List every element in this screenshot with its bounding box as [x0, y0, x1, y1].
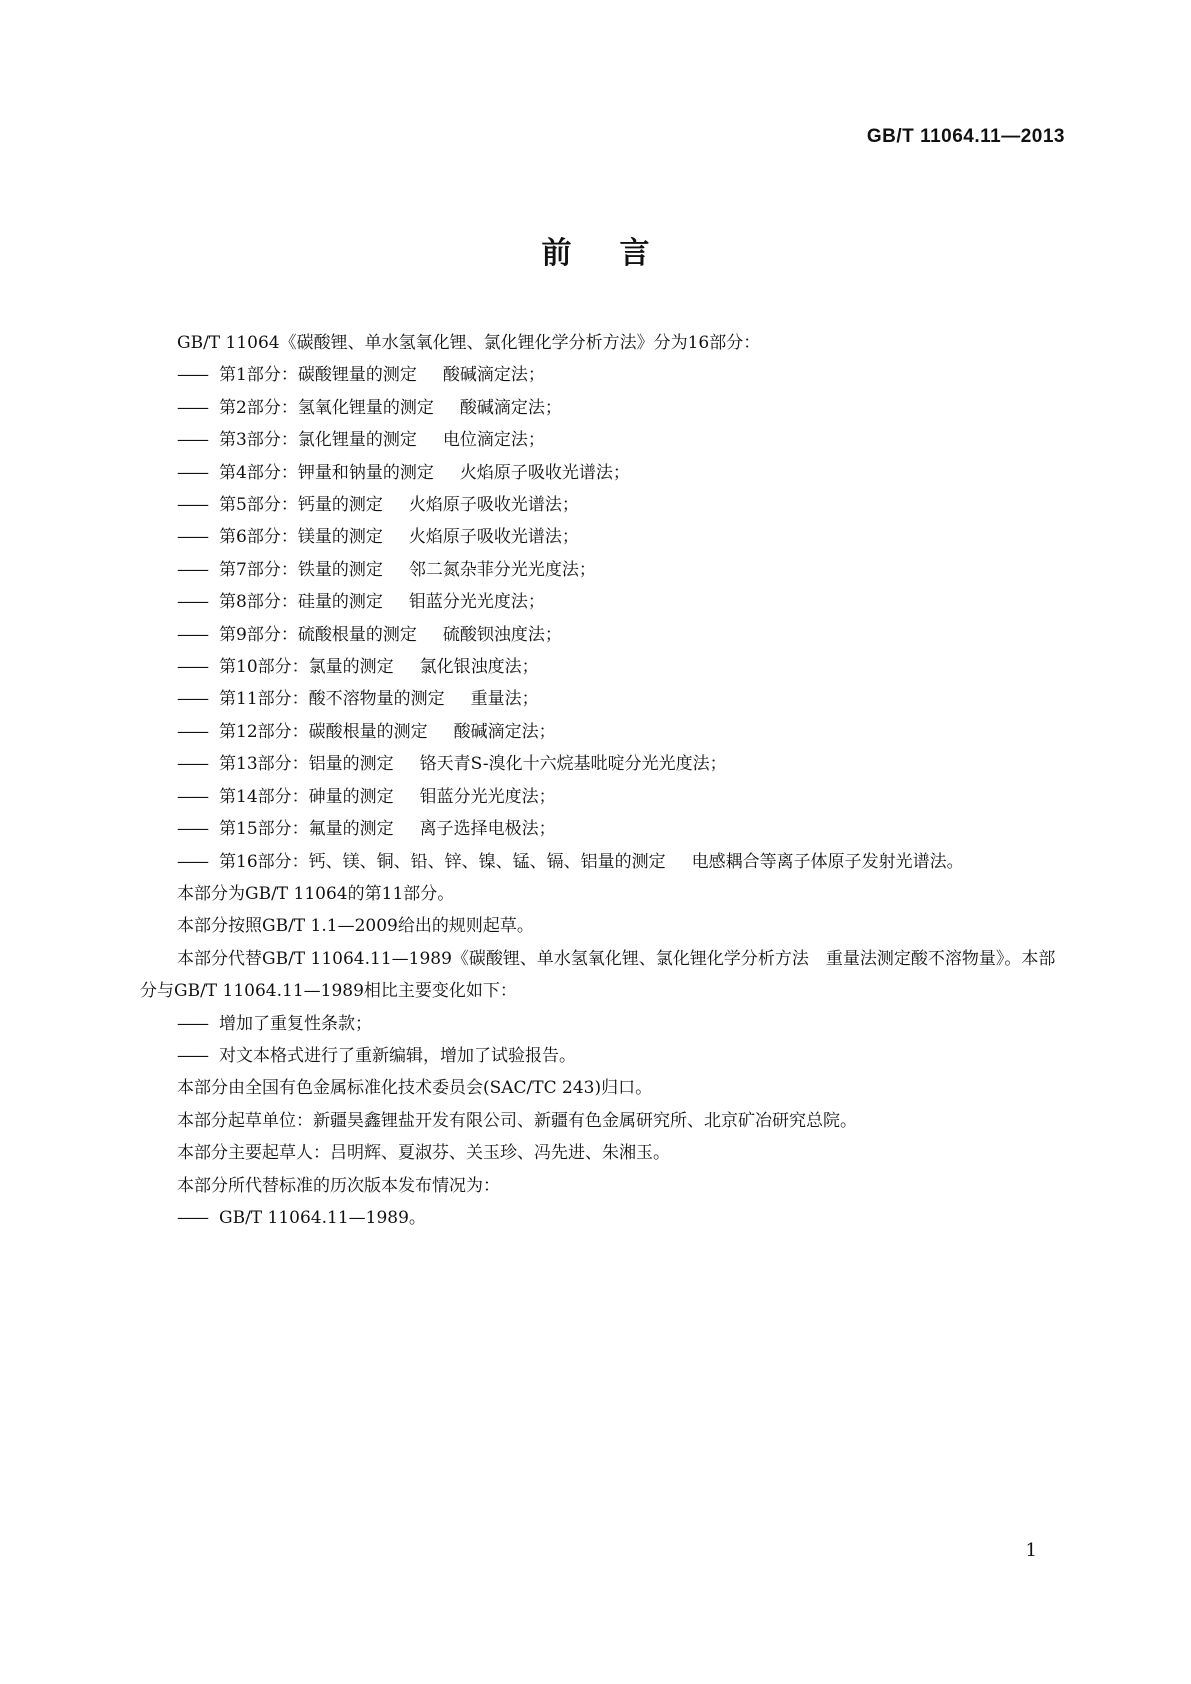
list-dash: ——	[177, 657, 207, 678]
list-item	[140, 554, 1060, 586]
history-text: GB/T 11064.11—1989。	[219, 1207, 426, 1228]
parts-list	[140, 359, 1060, 878]
part-label: 第3部分：氯化锂量的测定	[219, 430, 417, 451]
page-title: 前言	[541, 236, 698, 271]
list-dash: ——	[177, 462, 207, 483]
list-item	[140, 619, 1060, 651]
part-label: 第6部分：镁量的测定	[219, 527, 383, 548]
list-dash: ——	[177, 592, 207, 613]
list-item	[140, 1202, 1060, 1234]
part-label: 第1部分：碳酸锂量的测定	[219, 365, 417, 386]
history-list	[140, 1202, 1060, 1234]
part-method: 钼蓝分光光度法；	[419, 786, 556, 807]
list-item	[140, 651, 1060, 683]
list-dash: ——	[177, 689, 207, 710]
part-label: 第7部分：铁量的测定	[219, 559, 383, 580]
part-method: 钼蓝分光光度法；	[408, 592, 545, 613]
preface-body	[140, 327, 1060, 1234]
part-label: 第13部分：铝量的测定	[219, 754, 394, 775]
part-label: 第16部分：钙、镁、铜、铅、锌、镍、锰、镉、铝量的测定	[219, 851, 666, 872]
list-dash: ——	[177, 819, 207, 840]
list-dash: ——	[177, 559, 207, 580]
list-dash: ——	[177, 527, 207, 548]
change-text: 增加了重复性条款；	[219, 1013, 372, 1034]
part-method: 氯化银浊度法；	[419, 657, 539, 678]
part-method: 酸碱滴定法；	[442, 365, 545, 386]
part-label: 第4部分：钾量和钠量的测定	[219, 462, 434, 483]
part-method: 离子选择电极法；	[419, 819, 556, 840]
part-method: 酸碱滴定法；	[453, 721, 556, 742]
part-label: 第8部分：硅量的测定	[219, 592, 383, 613]
list-item	[140, 716, 1060, 748]
list-item	[140, 781, 1060, 813]
part-label: 第5部分：钙量的测定	[219, 495, 383, 516]
list-item	[140, 489, 1060, 521]
change-text: 对文本格式进行了重新编辑，增加了试验报告。	[219, 1045, 576, 1066]
replaces-paragraph: 本部分代替GB/T 11064.11—1989《碳酸锂、单水氢氧化锂、氯化锂化学分析方法 重量法测定酸不溶物量》。本部分与GB/T 11064.11—1989相比主要变化如下：	[140, 948, 1056, 1002]
part-label: 第9部分：硫酸根量的测定	[219, 624, 417, 645]
drafters-paragraph: 本部分主要起草人：吕明辉、夏淑芬、关玉珍、冯先进、朱湘玉。	[177, 1143, 670, 1164]
part-method: 火焰原子吸收光谱法；	[408, 495, 579, 516]
list-item	[140, 457, 1060, 489]
part-method: 重量法；	[470, 689, 539, 710]
list-dash: ——	[177, 430, 207, 451]
part-label: 第14部分：砷量的测定	[219, 786, 394, 807]
changes-list	[140, 1008, 1060, 1073]
list-dash: ——	[177, 1207, 207, 1228]
part-label: 第12部分：碳酸根量的测定	[219, 721, 428, 742]
list-dash: ——	[177, 495, 207, 516]
list-item	[140, 586, 1060, 618]
list-item	[140, 683, 1060, 715]
list-dash: ——	[177, 754, 207, 775]
list-dash: ——	[177, 624, 207, 645]
list-dash: ——	[177, 786, 207, 807]
list-item	[140, 359, 1060, 391]
list-dash: ——	[177, 397, 207, 418]
page-number: 1	[1025, 1540, 1037, 1561]
part-method: 酸碱滴定法；	[459, 397, 562, 418]
part-of-paragraph: 本部分为GB/T 11064的第11部分。	[177, 883, 455, 904]
list-item	[140, 521, 1060, 553]
drafting-units-paragraph: 本部分起草单位：新疆昊鑫锂盐开发有限公司、新疆有色金属研究所、北京矿冶研究总院。	[177, 1110, 857, 1131]
part-method: 电位滴定法；	[442, 430, 545, 451]
part-method: 铬天青S-溴化十六烷基吡啶分光光度法；	[419, 754, 727, 775]
part-label: 第2部分：氢氧化锂量的测定	[219, 397, 434, 418]
list-item	[140, 424, 1060, 456]
committee-paragraph: 本部分由全国有色金属标准化技术委员会(SAC/TC 243)归口。	[177, 1078, 653, 1099]
list-item	[140, 1008, 1060, 1040]
list-dash: ——	[177, 851, 207, 872]
rules-paragraph: 本部分按照GB/T 1.1—2009给出的规则起草。	[177, 916, 534, 937]
list-dash: ——	[177, 1013, 207, 1034]
history-paragraph: 本部分所代替标准的历次版本发布情况为：	[177, 1175, 500, 1196]
part-label: 第10部分：氯量的测定	[219, 657, 394, 678]
list-dash: ——	[177, 721, 207, 742]
part-method: 硫酸钡浊度法；	[442, 624, 562, 645]
part-method: 电感耦合等离子体原子发射光谱法。	[691, 851, 964, 872]
list-dash: ——	[177, 365, 207, 386]
standard-code: GB/T 11064.11—2013	[866, 126, 1065, 147]
list-dash: ——	[177, 1045, 207, 1066]
part-method: 火焰原子吸收光谱法；	[459, 462, 630, 483]
part-label: 第11部分：酸不溶物量的测定	[219, 689, 445, 710]
part-method: 火焰原子吸收光谱法；	[408, 527, 579, 548]
list-item	[140, 846, 1060, 878]
list-item	[140, 813, 1060, 845]
list-item	[140, 392, 1060, 424]
list-item	[140, 748, 1060, 780]
list-item	[140, 1040, 1060, 1072]
part-label: 第15部分：氟量的测定	[219, 819, 394, 840]
part-method: 邻二氮杂菲分光光度法；	[408, 559, 596, 580]
intro-paragraph: GB/T 11064《碳酸锂、单水氢氧化锂、氯化锂化学分析方法》分为16部分：	[177, 333, 761, 353]
